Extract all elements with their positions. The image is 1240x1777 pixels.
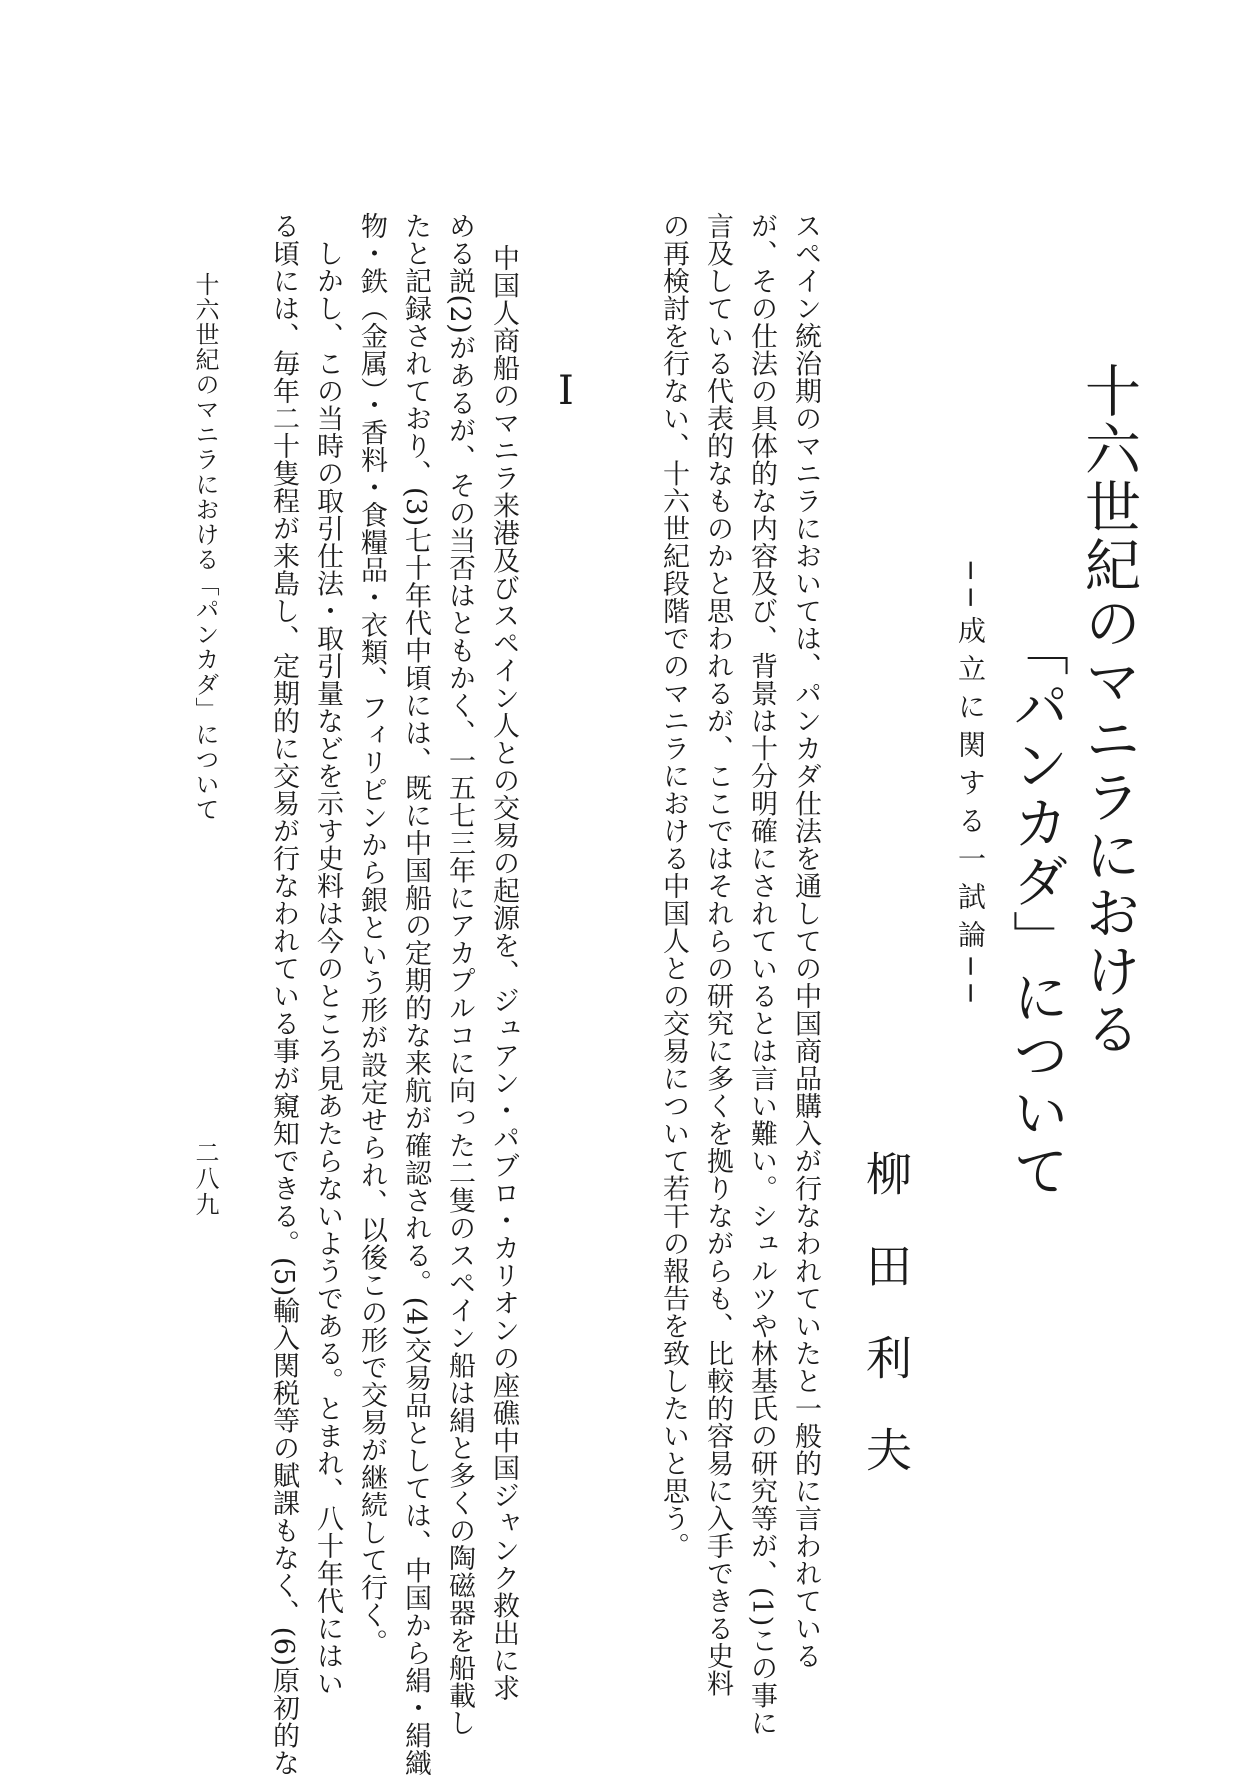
section1-line-3: たと記録されており、(3)七十年代中頃には、既に中国船の定期的な来航が確認される。(4)交易品としては、中国から絹・絹織 xyxy=(400,212,431,1777)
section1-line-5: しかし、この当時の取引仕法・取引量などを示す史料は今のところ見あたらないようである。とまれ、八十年代にはい xyxy=(312,212,343,1697)
article-subtitle: ──成立に関する一試論── xyxy=(954,562,987,1012)
article-title-line-2: 「パンカダ」について xyxy=(1004,620,1069,1200)
intro-line-1: スペイン統治期のマニラにおいては、パンカダ仕法を通しての中国商品購入が行なわれていたと一般的に言われている xyxy=(790,212,821,1670)
section1-line-4: 物・鉄（金属）・香料・食糧品・衣類、フィリピンから銀という形が設定せられ、以後この形で交易が継続して行く。 xyxy=(356,212,387,1656)
intro-line-3: 言及している代表的なものかと思われるが、ここではそれらの研究に多くを拠りながらも、比較的容易に入手できる史料 xyxy=(702,212,733,1697)
article-title-line-1: 十六世紀のマニラにおける xyxy=(1076,362,1141,1058)
intro-line-2: が、その仕法の具体的な内容及び、背景は十分明確にされているとは言い難い。シュルツや林基氏の研究等が、(1)この事に xyxy=(746,212,777,1737)
page-number: 二八九 xyxy=(191,1140,219,1218)
section1-line-6: る頃には、毎年二十隻程が来島し、定期的に交易が行なわれている事が窺知できる。(5)輸入関税等の賦課もなく、(6)原初的な xyxy=(268,212,299,1777)
section1-line-1: 中国人商船のマニラ来港及びスペイン人との交易の起源を、ジュアン・パブロ・カリオンの座礁中国ジャンク救出に求 xyxy=(488,244,519,1702)
intro-line-4: の再検討を行ない、十六世紀段階でのマニラにおける中国人との交易について若干の報告を致したいと思う。 xyxy=(658,212,689,1560)
section-heading: I xyxy=(558,368,574,414)
section1-line-2: める説(2)があるが、その当否はともかく、一五七三年にアカプルコに向った二隻のスペイン船は絹と多くの陶磁器を船載し xyxy=(444,212,475,1737)
running-title: 十六世紀のマニラにおける「パンカダ」について xyxy=(191,272,219,822)
author-name: 柳 田 利 夫 xyxy=(859,1150,913,1472)
